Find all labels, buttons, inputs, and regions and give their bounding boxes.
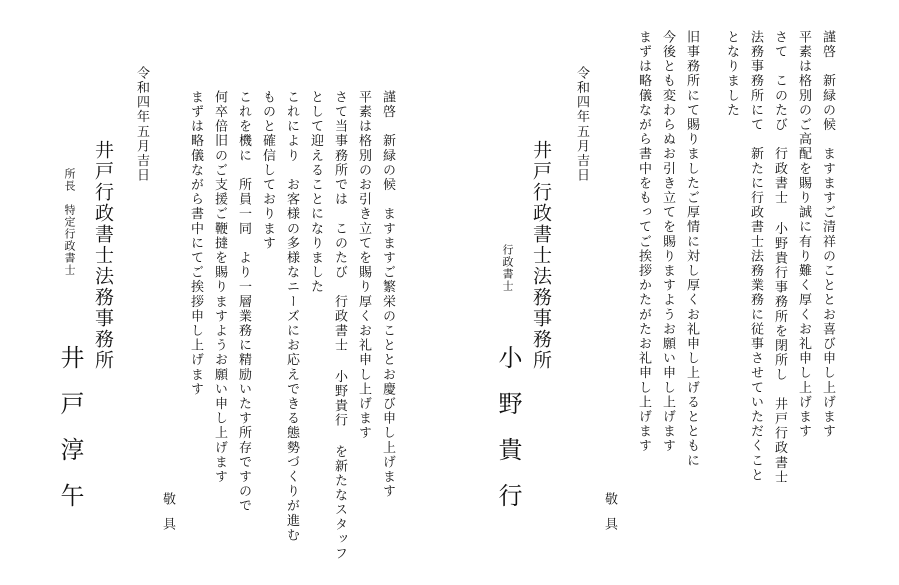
left-letter-line-7: これを機に 所員一同 より一層業務に精励いたす所存ですので — [236, 90, 251, 514]
left-letter-line-1: 謹啓 新緑の候 ますますご繁栄のこととお慶び申し上げます — [380, 90, 395, 499]
right-letter-line-6: 旧事務所にて賜りましたご厚情に対し厚くお礼申し上げるとともに — [684, 30, 699, 468]
left-letter-line-3: さて当事務所では このたび 行政書士 小野貴行 を新たなスタッフ — [332, 90, 347, 562]
left-letter-name: 井戸淳午 — [56, 345, 84, 529]
left-letter-line-8: 何卒倍旧のご支援ご鞭撻を賜りますようお願い申し上げます — [212, 90, 227, 485]
right-letter-date: 令和四年五月吉日 — [574, 66, 589, 183]
right-letter-name: 小野貴行 — [494, 345, 522, 529]
right-letter-line-1: 謹啓 新緑の候 ますますご清祥のこととお喜び申し上げます — [820, 30, 835, 439]
right-letter-line-4: 法務事務所にて 新たに行政書士法務業務に従事させていただくこと — [748, 30, 763, 483]
left-letter-line-6: ものと確信しております — [260, 90, 275, 251]
right-letter-line-5: となりました — [724, 30, 739, 118]
right-letter-office: 井戸行政書士法務事務所 — [530, 140, 552, 371]
left-letter-closing: 敬具 — [160, 492, 175, 542]
left-letter-title: 所長 特定行政書士 — [63, 168, 76, 276]
left-letter-office: 井戸行政書士法務事務所 — [92, 140, 114, 371]
right-letter-line-8: まずは略儀ながら書中をもってご挨拶かたがたお礼申し上げます — [636, 30, 651, 454]
right-letter-title: 行政書士 — [501, 244, 514, 292]
left-letter-line-5: これにより お客様の多様なニーズにお応えできる態勢づくりが進む — [284, 90, 299, 543]
right-letter-line-7: 今後とも変わらぬお引き立てを賜りますようお願い申し上げます — [660, 30, 675, 454]
right-letter-closing: 敬具 — [602, 492, 617, 542]
left-letter-date: 令和四年五月吉日 — [134, 66, 149, 183]
left-letter-line-9: まずは略儀ながら書中にてご挨拶申し上げます — [188, 90, 203, 397]
left-letter-line-4: として迎えることになりました — [308, 90, 323, 295]
right-letter-line-2: 平素は格別のご高配を賜り誠に有り難く厚くお礼申し上げます — [796, 30, 811, 439]
left-letter-line-2: 平素は格別のお引き立てを賜り厚くお礼申し上げます — [356, 90, 371, 441]
right-letter-line-3: さて このたび 行政書士 小野貴行事務所を閉所し 井戸行政書士 — [772, 30, 787, 485]
